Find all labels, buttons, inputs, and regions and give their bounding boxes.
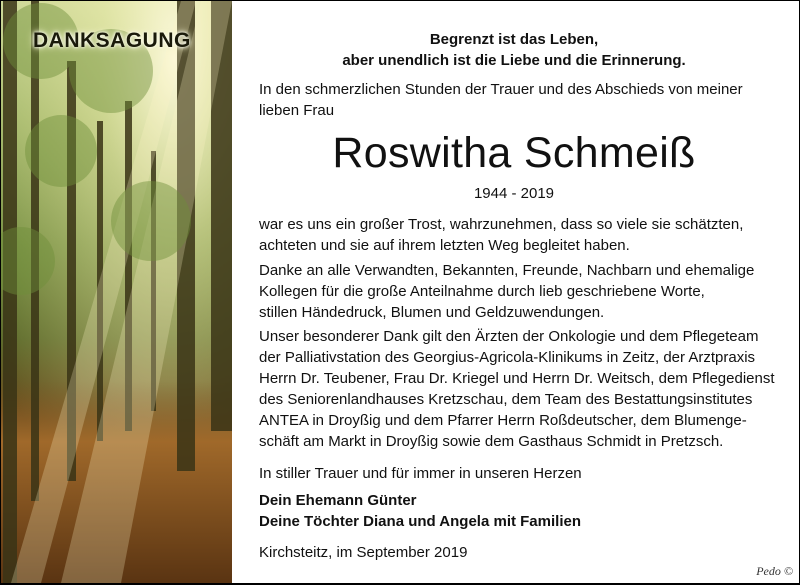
intro-text: In den schmerzlichen Stunden der Trauer und des Abschieds von meiner lieben Frau: [259, 81, 743, 119]
signer-husband: Dein Ehemann Günter: [259, 492, 417, 509]
photo-title: DANKSAGUNG: [33, 29, 191, 52]
closing-line: In stiller Trauer und für immer in unseren Herzen: [259, 465, 582, 482]
motto: [259, 29, 769, 71]
deceased-name: Roswitha Schmeiß: [332, 129, 696, 177]
paragraph-thanks-3: Unser besonderer Dank gilt den Ärzten der Onkologie und dem Pflegeteam der Palliativstation des Georgius-Agricola-Klinikums in Zeitz, der Arztpraxis Herrn Dr. Teubener, Frau Dr. Kriegel und Herrn Dr. Weitsch, dem Pflegedienst des Seniorenlandhauses Kretzschau, dem Team des Bestattungsinstitutes ANTEA in Droyßig und dem Pfarrer Herrn Roßdeutscher, dem Blumenge- schäft am Markt in Droyßig sowie dem Gasthaus Schmidt in Pretzsch.: [259, 328, 775, 450]
paragraph-thanks-1: war es uns ein großer Trost, wahrzunehmen, dass so viele sie schätzten, achteten und sie auf ihrem letzten Weg begleitet haben.: [259, 216, 744, 254]
forest-photo: [1, 1, 232, 583]
motto-line-1: Begrenzt ist das Leben,: [429, 31, 599, 48]
life-dates: 1944 - 2019: [473, 185, 555, 202]
paragraph-thanks-2: Danke an alle Verwandten, Bekannten, Freunde, Nachbarn und ehemalige Kollegen für die große Anteilnahme durch lieb geschriebene Worte, stillen Händedruck, Blumen und Geldzuwendungen.: [259, 262, 755, 321]
place-date: Kirchsteitz, im September 2019: [259, 544, 468, 561]
motto-line-2: aber unendlich ist die Liebe und die Erinnerung.: [342, 52, 686, 69]
designer-signature: Pedo ©: [756, 564, 793, 578]
obituary-card: [1, 1, 799, 583]
forest-illustration: [1, 1, 232, 583]
signer-daughters: Deine Töchter Diana und Angela mit Familien: [259, 513, 581, 530]
